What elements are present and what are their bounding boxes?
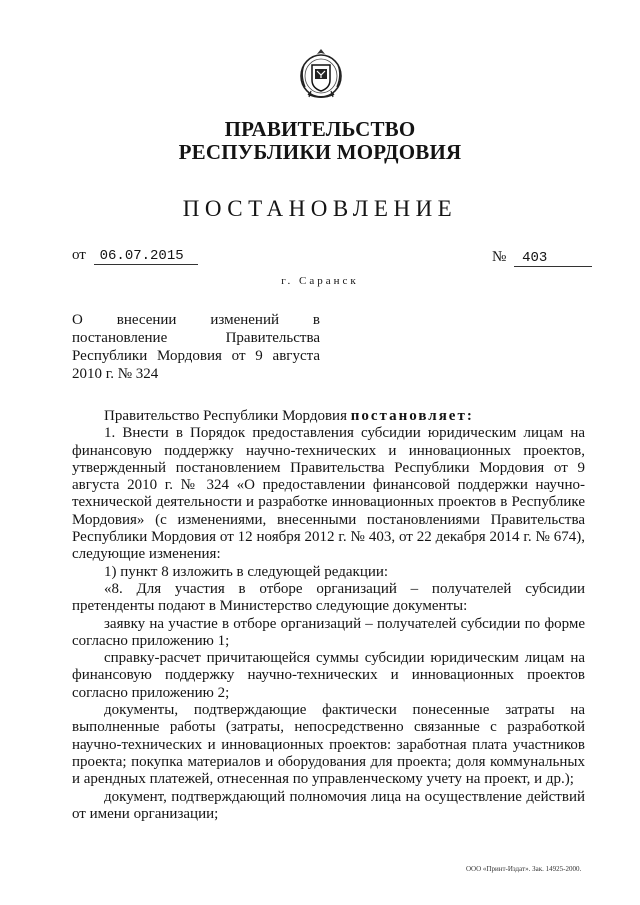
city-line: г. Саранск xyxy=(281,275,359,287)
document-subject: О внесении изменений в постановление Правительства Республики Мордовия от 9 августа 2010 г. № 324 xyxy=(72,312,320,382)
date-prefix: от xyxy=(72,247,86,263)
government-title-line2: РЕСПУБЛИКИ МОРДОВИЯ xyxy=(178,140,462,164)
document-number: 403 xyxy=(514,251,592,267)
body-paragraph: 1) пункт 8 изложить в следующей редакции: xyxy=(104,563,389,580)
government-title xyxy=(0,118,640,164)
body-paragraph: справку-расчет причитающейся суммы субсидии юридическим лицам на финансовую поддержку научно-технических и инновационных проектов согласно приложению 2; xyxy=(72,650,585,701)
number-prefix: № xyxy=(492,249,507,265)
printer-imprint: ООО «Принт-Издат». Зак. 14925-2000. xyxy=(466,865,582,873)
intro-emphasis: постановляет: xyxy=(350,408,474,424)
intro-paragraph xyxy=(72,408,585,425)
body-paragraph: 1. Внести в Порядок предоставления субсидии юридическим лицам на финансовую поддержку научно-технических и инновационных проектов, утвержденный постановлением Правительства Республики Мордовия от 9 августа 2010 г. № 324 «О предоставлении финансовой поддержки научно-технической деятельности и разработке инновационных проектов в Республике Мордовия» (с изменениями, внесенными постановлениями Правительства Республики Мордовия от 12 ноября 2012 г. № 403, от 22 декабря 2014 г. № 674), следующие изменения: xyxy=(72,425,585,563)
government-title-line1: ПРАВИТЕЛЬСТВО xyxy=(224,117,416,141)
body-paragraph: «8. Для участия в отборе организаций – получателей субсидии претенденты подают в Министерство следующие документы: xyxy=(72,580,585,615)
document-body xyxy=(72,408,585,823)
body-paragraph: документ, подтверждающий полномочия лица на осуществление действий от имени организации; xyxy=(72,788,585,822)
document-type-heading: ПОСТАНОВЛЕНИЕ xyxy=(182,196,458,221)
body-paragraph: документы, подтверждающие фактически понесенные затраты на выполненные работы (затраты, непосредственно связанные с разработкой научно-технических и инновационных проектов: заработная плата участников проекта; покупка материалов и оборудования для проекта; доля коммунальных и арендных платежей, отнесенная по управленческому учету на проект, и др.); xyxy=(72,702,585,788)
body-paragraph: заявку на участие в отборе организаций – получателей субсидии по форме согласно приложению 1; xyxy=(72,615,585,649)
document-date: 06.07.2015 xyxy=(94,249,198,265)
date-row xyxy=(72,247,198,265)
coat-of-arms-icon xyxy=(296,47,346,102)
intro-text: Правительство Республики Мордовия xyxy=(104,408,351,424)
number-row xyxy=(492,249,592,267)
